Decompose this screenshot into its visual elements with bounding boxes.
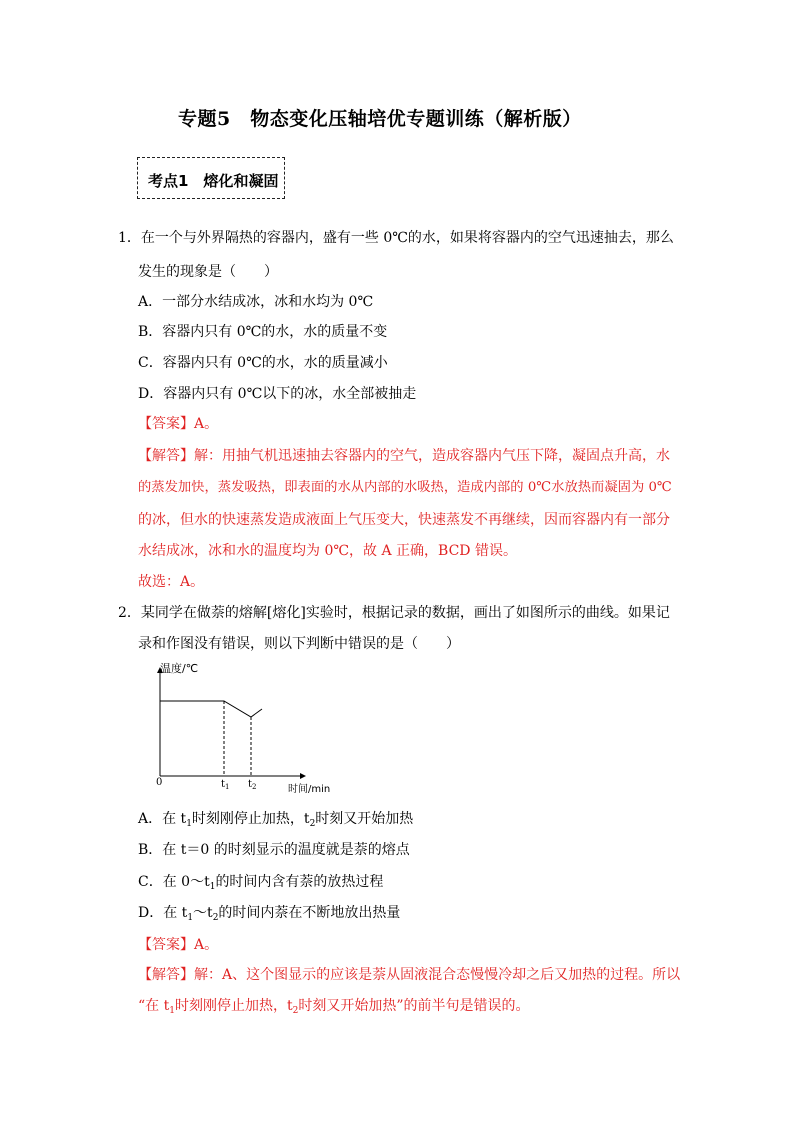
temperature-time-graph [150, 660, 331, 795]
q2-stem-line-1: 2．某同学在做萘的熔解[熔化]实验时，根据记录的数据，画出了如图所示的曲线。如果记 [118, 605, 670, 621]
q2-option-d: D．在 $t_1\sim t_2$的时间内萘在不断地放出热量 [138, 905, 401, 923]
q1-answer: 【答案】A。 [138, 416, 219, 432]
section-label: 考点1 熔化和凝固 [148, 172, 279, 190]
q1-analysis-line-2: 的蒸发加快，蒸发吸热，即表面的水从内部的水吸热，造成内部的 0℃水放热而凝固为 0℃ [138, 480, 672, 495]
q2-analysis-line-1: 【解答】解：A、这个图显示的应该是萘从固液混合态慢慢冷却之后又加热的过程。所以 [138, 967, 681, 983]
q1-option-d: D．容器内只有 0℃以下的冰，水全部被抽走 [138, 386, 417, 402]
q2-option-b: B．在 t＝0 的时刻显示的温度就是萘的熔点 [138, 842, 410, 858]
q1-analysis-line-3: 的冰，但水的快速蒸发造成液面上气压变大，快速蒸发不再继续，因而容器内有一部分 [138, 512, 670, 528]
origin-label: 0 [156, 777, 163, 788]
q2-option-c: C．在 $0\sim t_1$的时间内含有萘的放热过程 [138, 874, 384, 892]
q1-analysis-line-1: 【解答】解：用抽气机迅速抽去容器内的空气，造成容器内气压下降，凝固点升高，水 [138, 448, 670, 464]
q1-analysis-line-4: 水结成冰，冰和水的温度均为 0℃，故 A 正确，BCD 错误。 [138, 543, 517, 559]
x-axis-label: 时间/min [288, 784, 331, 795]
q1-option-b: B．容器内只有 0℃的水，水的质量不变 [138, 324, 388, 340]
t1-label: $t_1$ [221, 779, 230, 791]
q1-conclusion: 故选：A。 [138, 574, 205, 590]
page-title: 专题5 物态变化压轴培优专题训练（解析版） [178, 108, 582, 130]
q1-stem-line-2: 发生的现象是（ ） [138, 264, 278, 280]
y-axis-label: 温度/℃ [160, 662, 199, 675]
q2-stem-line-2: 录和作图没有错误，则以下判断中错误的是（ ） [138, 636, 460, 652]
q2-answer: 【答案】A。 [138, 937, 219, 953]
q1-stem-line-1: 1．在一个与外界隔热的容器内，盛有一些 0℃的水，如果将容器内的空气迅速抽去，那么 [118, 230, 674, 246]
q1-option-c: C．容器内只有 0℃的水，水的质量减小 [138, 355, 388, 371]
x-axis-arrow [300, 773, 306, 779]
temperature-curve [160, 701, 262, 717]
section-box [137, 157, 285, 199]
q2-analysis-line-2: “在 $t_1$时刻刚停止加热，$t_2$时刻又开始加热”的前半句是错误的。 [138, 998, 530, 1016]
q2-option-a: A．在 $t_1$时刻刚停止加热，$t_2$时刻又开始加热 [138, 811, 414, 829]
q1-option-a: A．一部分水结成冰，冰和水均为 0℃ [138, 294, 374, 310]
t2-label: $t_2$ [248, 779, 257, 791]
